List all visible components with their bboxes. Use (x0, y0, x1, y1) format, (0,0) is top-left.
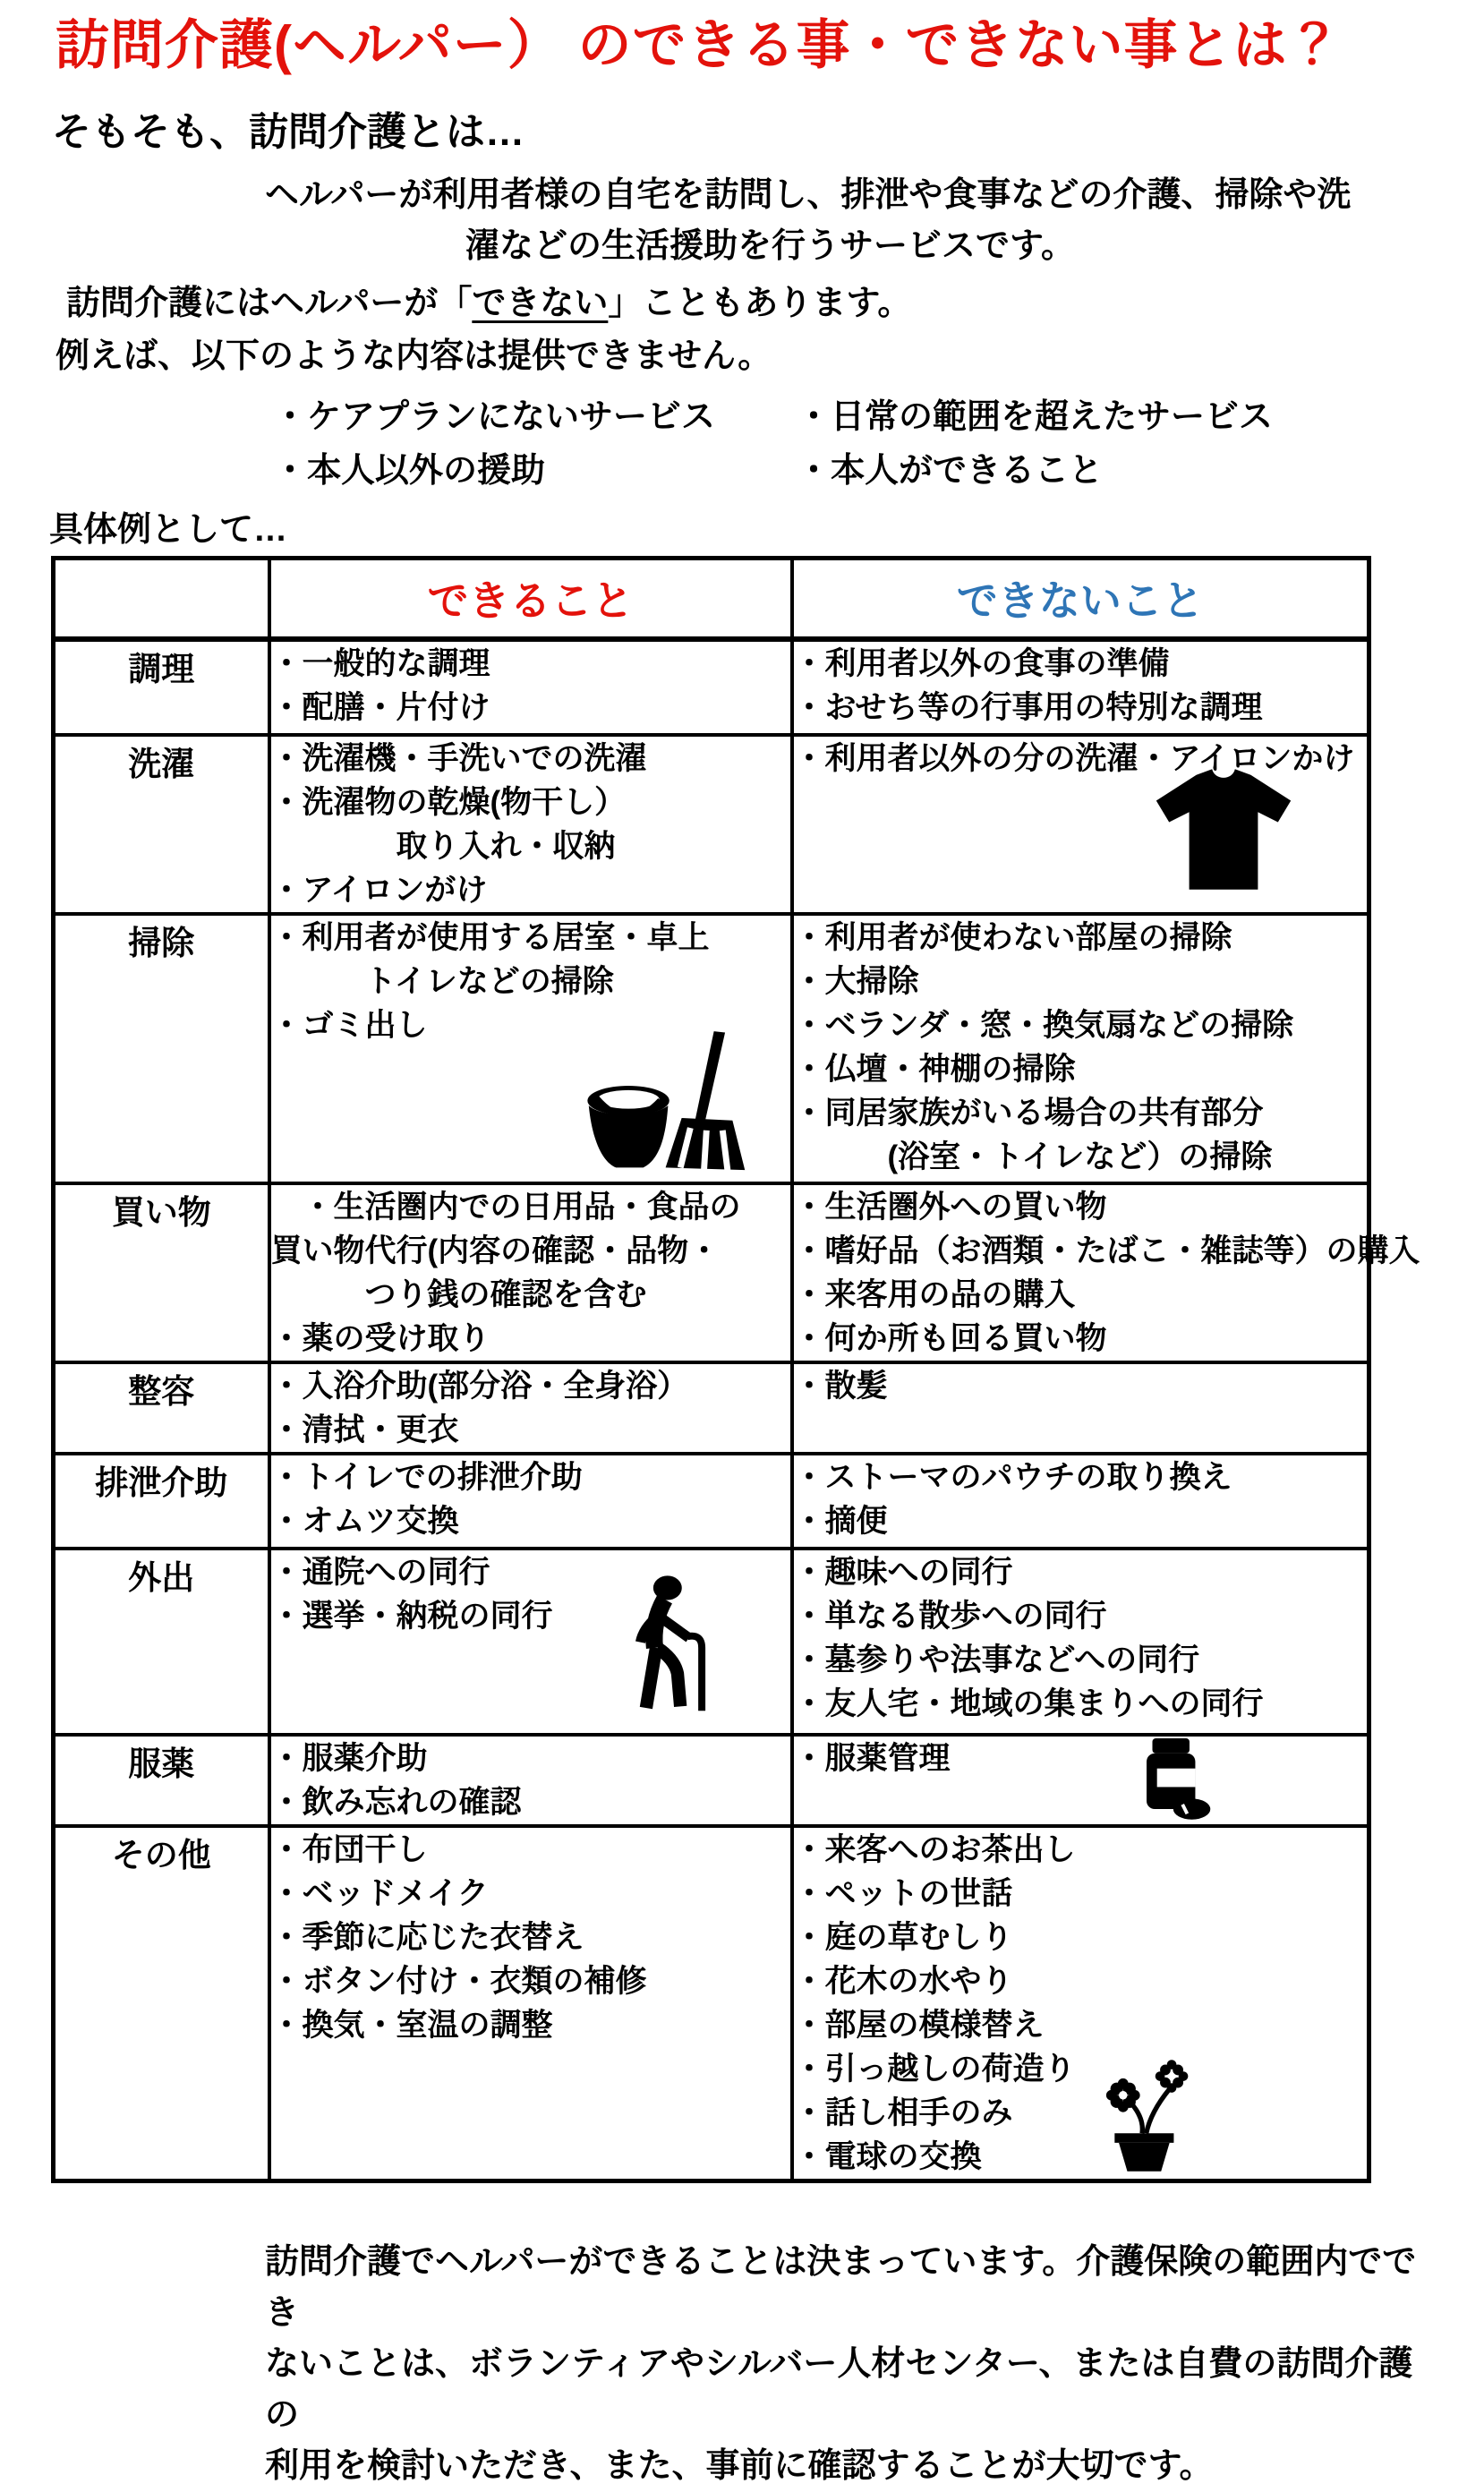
can-cell (269, 914, 792, 1183)
cell-line: ・生活圏内での日用品・食品の (270, 1189, 741, 1225)
cell-line: ・利用者が使わない部屋の掃除 (793, 919, 1232, 955)
cell-line: 取り入れ・収納 (270, 828, 616, 864)
row-category: 掃除 (54, 914, 269, 1183)
intro-heading: そもそも、訪問介護とは… (52, 110, 525, 154)
cell-line: ・ゴミ出し (270, 1007, 428, 1043)
cell-line: ・ケアプランにないサービス (273, 397, 716, 436)
cell-line: ・本人ができること (797, 451, 1104, 490)
elderly-cane-icon (620, 1574, 721, 1715)
cell-line: ・引っ越しの荷造り (793, 2051, 1076, 2087)
cell-line: ・服薬管理 (793, 1740, 951, 1776)
can-cell (269, 735, 792, 914)
cell-line: ・単なる散歩への同行 (793, 1598, 1107, 1634)
footer-line-1: 訪問介護でヘルパーができることは決まっています。介護保険の範囲内ででき (265, 2242, 1417, 2332)
cell-line: ・ペットの世話 (793, 1875, 1013, 1911)
cell-line: ・電球の交換 (793, 2138, 982, 2174)
note-cannot-underlined: できない (472, 285, 609, 323)
examples-label: 具体例として… (49, 510, 288, 549)
can-cell (269, 1549, 792, 1735)
footer-note (265, 2237, 1429, 2492)
bucket-broom-icon (586, 1031, 747, 1173)
cell-line: ・おせち等の行事用の特別な調理 (793, 689, 1263, 725)
row-category: 排泄介助 (54, 1454, 269, 1549)
cell-line: ・通院への同行 (270, 1554, 490, 1590)
cannot-cell (792, 1362, 1369, 1454)
cell-line: ・オムツ交換 (270, 1503, 459, 1539)
cell-line: ・利用者以外の分の洗濯・アイロンかけ (793, 740, 1355, 776)
row-category: 外出 (54, 1549, 269, 1735)
table-header-row (54, 558, 1369, 639)
can-cell (269, 1454, 792, 1549)
cell-line: ・来客用の品の購入 (793, 1276, 1076, 1312)
cell-line: ・入浴介助(部分浴・全身浴） (270, 1368, 689, 1404)
cell-line: ・飲み忘れの確認 (270, 1784, 522, 1820)
can-cell (269, 1362, 792, 1454)
tshirt-icon (1152, 769, 1295, 890)
cell-line: ・ボタン付け・衣類の補修 (270, 1963, 647, 1999)
cell-line: ・清拭・更衣 (270, 1412, 459, 1447)
cell-line: ・本人以外の援助 (273, 451, 546, 490)
cannot-cell (792, 639, 1369, 735)
cell-line: ・季節に応じた衣替え (270, 1919, 584, 1955)
note-cannot-post: 」こともあります。 (608, 285, 912, 323)
table-row-shopping (54, 1183, 1369, 1362)
cell-line: ・来客へのお茶出し (793, 1831, 1076, 1867)
cell-line: ・大掃除 (793, 963, 919, 999)
cell-line: ・利用者が使用する居室・卓上 (270, 919, 710, 955)
category-header-empty (54, 558, 269, 639)
cell-line: ・一般的な調理 (270, 645, 490, 681)
cannot-column-header: できないこと (792, 558, 1369, 639)
cell-line: ・薬の受け取り (270, 1320, 490, 1356)
row-category: 整容 (54, 1362, 269, 1454)
cell-line: ・トイレでの排泄介助 (270, 1459, 583, 1495)
note-cannot-pre: 訪問介護にはヘルパーが「 (66, 285, 473, 323)
table-row-cooking (54, 639, 1369, 735)
cell-line: ・洗濯物の乾燥(物干し） (270, 784, 627, 820)
footer-line-3: 利用を検討いただき、また、事前に確認することが大切です。 (265, 2446, 1214, 2485)
table-row-cleaning (54, 914, 1369, 1183)
exclusion-bullets-left (273, 390, 797, 498)
note-cannot-exist (66, 280, 1484, 328)
cell-line: つり銭の確認を含む (270, 1276, 647, 1312)
cell-line: ・ストーマのパウチの取り換え (793, 1459, 1232, 1495)
flower-pot-icon (1089, 2057, 1195, 2172)
pill-bottle-icon (1143, 1738, 1213, 1821)
cell-line: ・配膳・片付け (270, 689, 490, 725)
cell-line: 買い物代行(内容の確認・品物・ (270, 1233, 721, 1268)
row-category: 服薬 (54, 1735, 269, 1826)
cell-line: ・仏壇・神棚の掃除 (793, 1051, 1076, 1087)
table-row-laundry (54, 735, 1369, 914)
exclusion-bullets (273, 390, 1484, 498)
cell-line: ・同居家族がいる場合の共有部分 (793, 1095, 1264, 1131)
cannot-cell (792, 914, 1369, 1183)
cannot-cell (792, 1454, 1369, 1549)
cell-line: ・服薬介助 (270, 1740, 428, 1776)
can-cell (269, 1826, 792, 2181)
exclusion-bullets-right (797, 390, 1273, 498)
cell-line: ・洗濯機・手洗いでの洗濯 (270, 740, 647, 776)
cell-line: ・摘便 (793, 1503, 888, 1539)
cell-line: ・選挙・納税の同行 (270, 1598, 553, 1634)
cell-line: ・換気・室温の調整 (270, 2007, 553, 2043)
page-title: 訪問介護(ヘルパー） のできる事・できない事とは？ (55, 15, 1343, 75)
cell-line: ・布団干し (270, 1831, 428, 1867)
table-row-other (54, 1826, 1369, 2181)
care-table (51, 556, 1420, 2183)
cannot-cell (792, 1549, 1369, 1735)
cell-line: ・ベッドメイク (270, 1875, 489, 1911)
cell-line: ・墓参りや法事などへの同行 (793, 1642, 1200, 1677)
row-category: 買い物 (54, 1183, 269, 1362)
table-row-grooming (54, 1362, 1369, 1454)
cell-line: ・利用者以外の食事の準備 (793, 645, 1170, 681)
table-row-outing (54, 1549, 1369, 1735)
intro-description-line-2: 濯などの生活援助を行うサービスです。 (465, 227, 1075, 266)
table-row-medication (54, 1735, 1369, 1826)
note-examples-intro: 例えば、以下のような内容は提供できません。 (55, 337, 772, 376)
footer-line-2: ないことは、ボランティアやシルバー人材センター、または自費の訪問介護の (265, 2344, 1413, 2434)
cell-line: ・嗜好品（お酒類・たばこ・雑誌等）の購入 (793, 1233, 1420, 1268)
intro-description-line-1: ヘルパーが利用者様の自宅を訪問し、排泄や食事などの介護、掃除や洗 (265, 176, 1352, 214)
cell-line: ・趣味への同行 (793, 1554, 1013, 1590)
can-cell (269, 1735, 792, 1826)
cell-line: (浴室・トイレなど）の掃除 (793, 1139, 1273, 1174)
cell-line: トイレなどの掃除 (270, 963, 614, 999)
cell-line: ・庭の草むしり (793, 1919, 1013, 1955)
cell-line: ・日常の範囲を超えたサービス (797, 397, 1274, 436)
cannot-cell (792, 735, 1369, 914)
cell-line: ・花木の水やり (793, 1963, 1013, 1999)
cannot-cell (792, 1826, 1369, 2181)
can-cell (269, 1183, 792, 1362)
cell-line: ・友人宅・地域の集まりへの同行 (793, 1686, 1264, 1721)
cell-line: ・アイロンがけ (270, 872, 488, 908)
can-cell (269, 639, 792, 735)
cell-line: ・生活圏外への買い物 (793, 1189, 1107, 1225)
cell-line: ・話し相手のみ (793, 2095, 1013, 2130)
row-category: その他 (54, 1826, 269, 2181)
cell-line: ・部屋の模様替え (793, 2007, 1045, 2043)
cell-line: ・ベランダ・窓・換気扇などの掃除 (793, 1007, 1294, 1043)
cannot-cell (792, 1183, 1420, 1362)
cell-line: ・何か所も回る買い物 (793, 1320, 1107, 1356)
can-column-header: できること (269, 558, 792, 639)
row-category: 洗濯 (54, 735, 269, 914)
table-row-toileting (54, 1454, 1369, 1549)
cannot-cell (792, 1735, 1369, 1826)
cell-line: ・散髪 (793, 1368, 888, 1404)
row-category: 調理 (54, 639, 269, 735)
